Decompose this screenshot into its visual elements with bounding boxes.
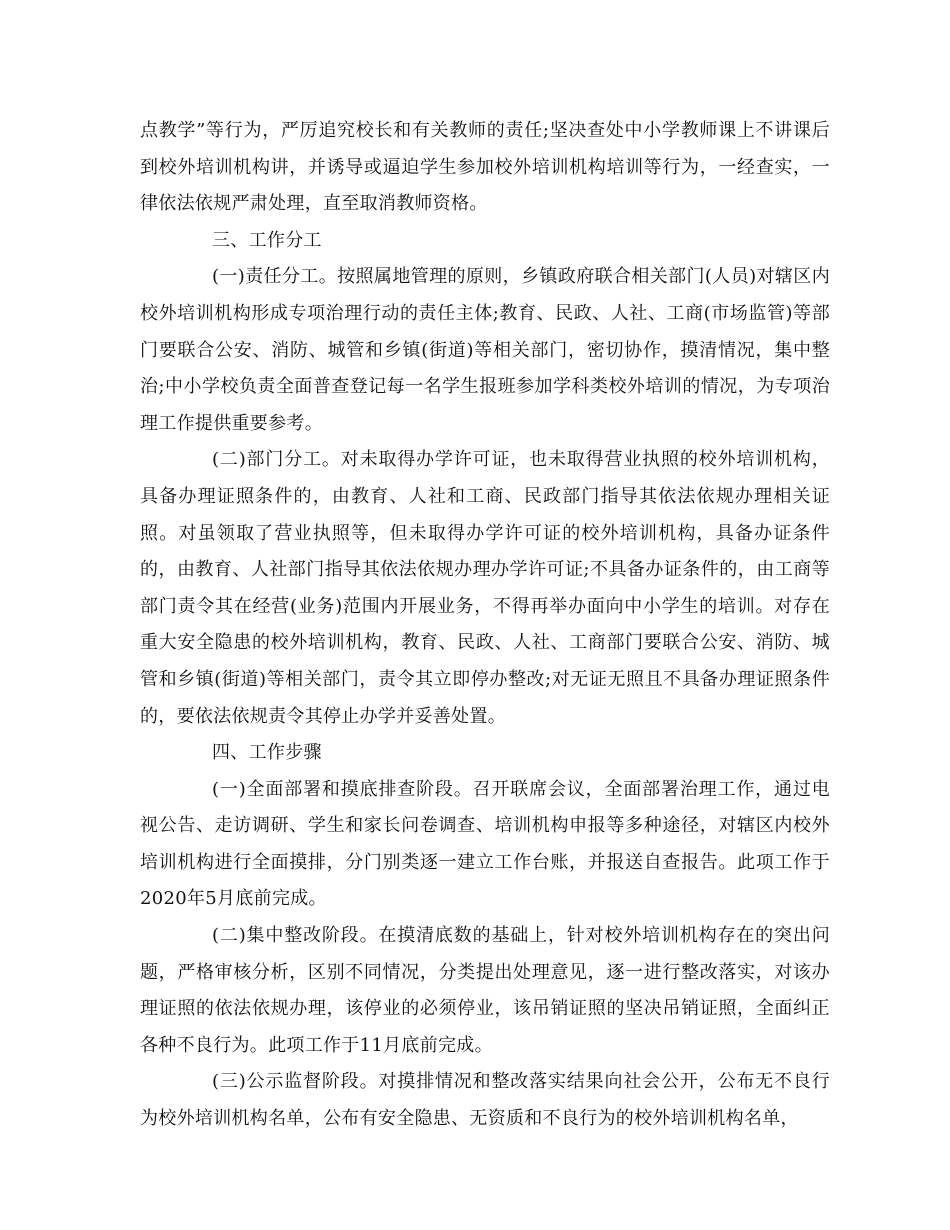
document-body: [140, 113, 830, 1138]
section-heading-work-division: 三、工作分工: [212, 229, 322, 251]
paragraph-department-division: (二)部门分工。对未取得办学许可证，也未取得营业执照的校外培训机构，具备办理证照条件的，由教育、人社和工商、民政部门指导其依法依规办理相关证照。对虽领取了营业执照等，但未取得办学许可证的校外培训机构，具备办证条件的，由教育、人社部门指导其依法依规办理办学许可证;不具备办证条件的，由工商等部门责令其在经营(业务)范围内开展业务，不得再举办面向中小学生的培训。对存在重大安全隐患的校外培训机构，教育、民政、人社、工商部门要联合公安、消防、城管和乡镇(街道)等相关部门，责令其立即停办整改;对无证无照且不具备办理证照条件的，要依法依规责令其停止办学并妥善处置。: [140, 449, 830, 727]
paragraph-step-deployment: (一)全面部署和摸底排查阶段。召开联席会议，全面部署治理工作，通过电视公告、走访调研、学生和家长问卷调查、培训机构申报等多种途径，对辖区内校外培训机构进行全面摸排，分门别类逐一建立工作台账，并报送自查报告。此项工作于2020年5月底前完成。: [140, 778, 830, 910]
section-heading-work-steps: 四、工作步骤: [212, 742, 322, 764]
paragraph-step-publicity: (三)公示监督阶段。对摸排情况和整改落实结果向社会公开，公布无不良行为校外培训机构名单，公布有安全隐患、无资质和不良行为的校外培训机构名单，: [140, 1071, 830, 1130]
paragraph-continued: 点教学”等行为，严厉追究校长和有关教师的责任;坚决查处中小学教师课上不讲课后到校外培训机构讲，并诱导或逼迫学生参加校外培训机构培训等行为，一经查实，一律依法依规严肃处理，直至取消教师资格。: [140, 120, 830, 215]
paragraph-step-rectification: (二)集中整改阶段。在摸清底数的基础上，针对校外培训机构存在的突出问题，严格审核分析，区别不同情况，分类提出处理意见，逐一进行整改落实，对该办理证照的依法依规办理，该停业的必须停业，该吊销证照的坚决吊销证照，全面纠正各种不良行为。此项工作于11月底前完成。: [140, 925, 830, 1056]
paragraph-responsibility-division: (一)责任分工。按照属地管理的原则，乡镇政府联合相关部门(人员)对辖区内校外培训机构形成专项治理行动的责任主体;教育、民政、人社、工商(市场监管)等部门要联合公安、消防、城管和乡镇(街道)等相关部门，密切协作，摸清情况，集中整治;中小学校负责全面普查登记每一名学生报班参加学科类校外培训的情况，为专项治理工作提供重要参考。: [140, 266, 830, 434]
